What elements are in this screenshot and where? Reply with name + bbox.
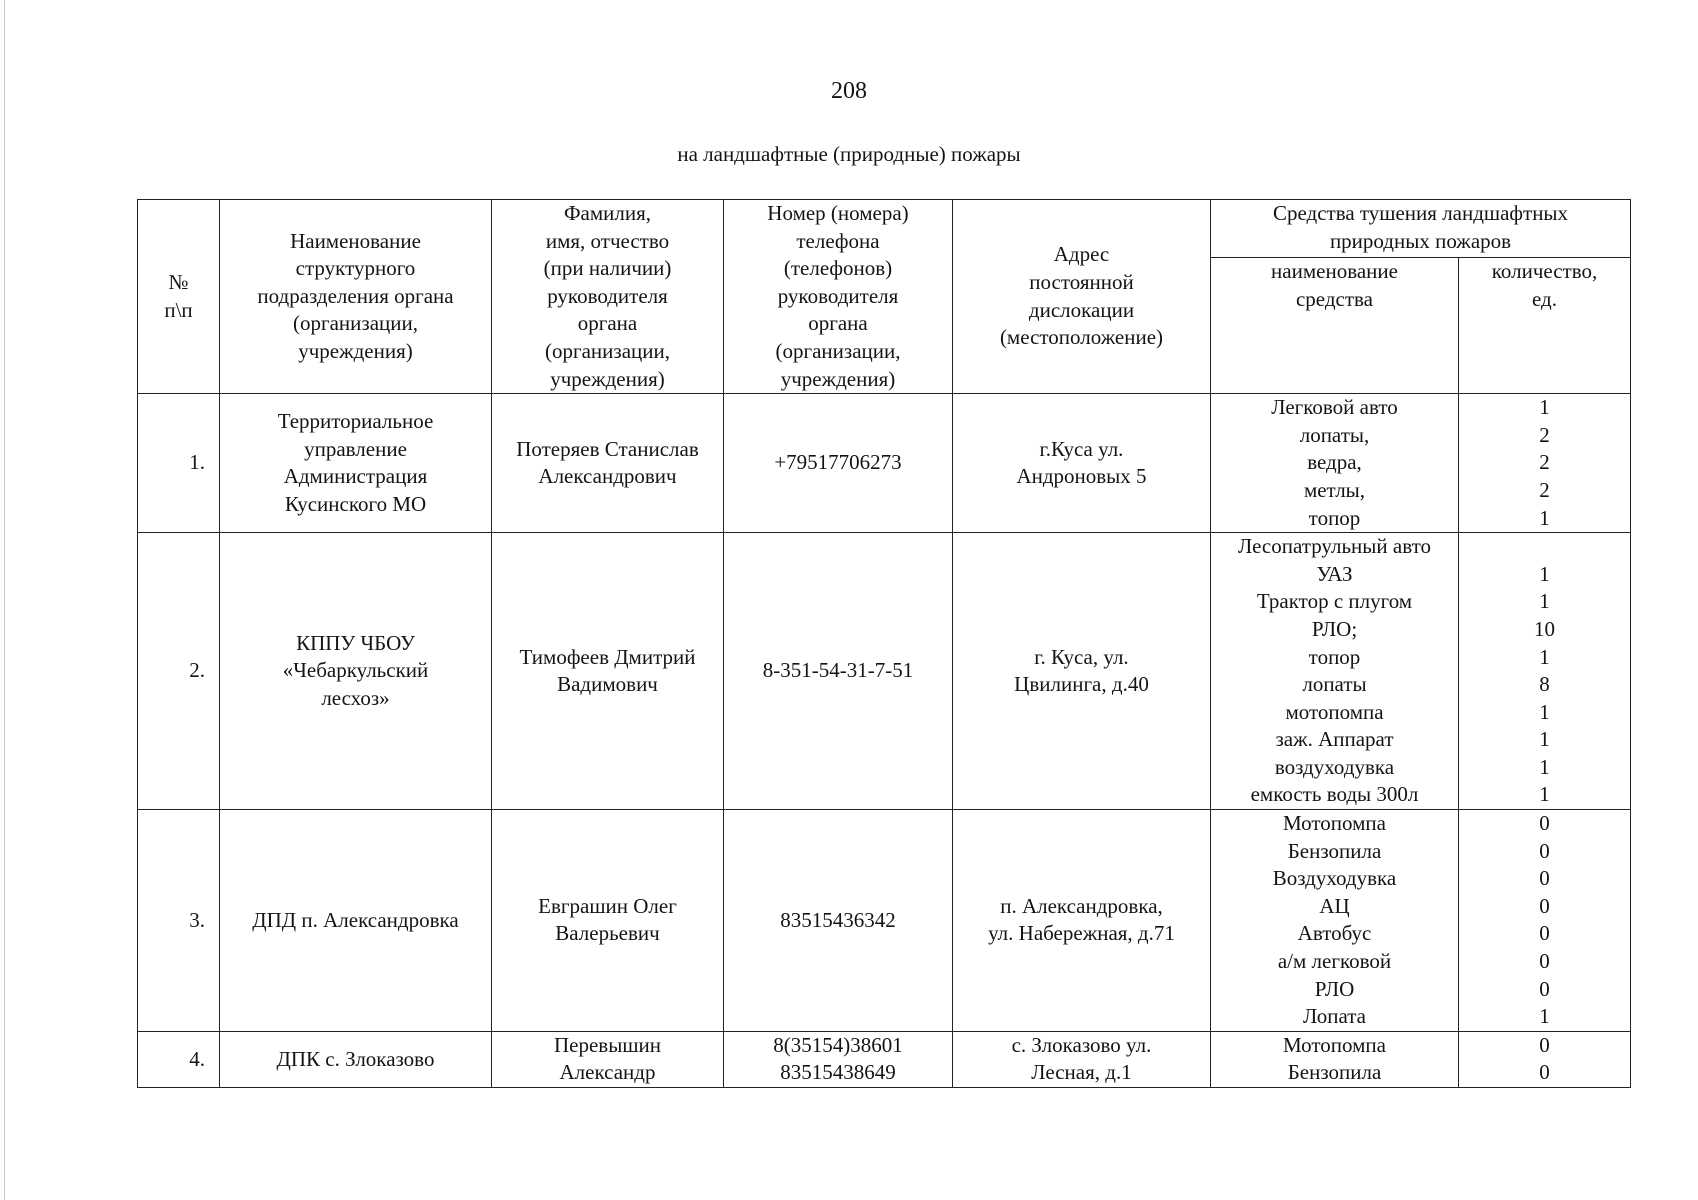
header-line: руководителя (547, 283, 668, 308)
header-line: постоянной (1029, 269, 1134, 294)
header-line: Адрес (1053, 242, 1110, 267)
row-number (138, 1031, 220, 1087)
header-line: (организации, (545, 338, 670, 363)
means-qty-cell-line: 2 (1539, 422, 1550, 447)
head-name-cell (492, 1031, 724, 1087)
phone-cell-line: +79517706273 (774, 450, 902, 475)
address-cell (953, 1031, 1211, 1087)
means-qty-cell-line: 1 (1539, 395, 1550, 420)
unit-name-cell (220, 394, 492, 533)
means-name-cell-line: Бензопила (1287, 838, 1382, 863)
table-row (138, 533, 1631, 810)
header-line: телефона (796, 228, 880, 253)
head-name-cell-line: Александрович (538, 464, 677, 489)
phone-cell (724, 394, 953, 533)
header-line: Номер (номера) (767, 201, 909, 225)
unit-name-cell (220, 1031, 492, 1087)
header-line: имя, отчество (545, 228, 670, 253)
page-number: 208 (831, 78, 867, 104)
means-name-cell-line: Бензопила (1287, 1060, 1382, 1085)
means-qty-cell (1459, 810, 1631, 1032)
address-cell (953, 394, 1211, 533)
header-phone (724, 200, 953, 394)
means-qty-cell (1459, 533, 1631, 810)
header-head-name (492, 200, 724, 394)
phone-cell-line: 8-351-54-31-7-51 (762, 658, 914, 683)
header-line: (местоположение) (999, 325, 1164, 350)
means-qty-cell-line: 1 (1539, 754, 1550, 779)
header-line: количество, (1491, 259, 1598, 284)
means-qty-cell-line: 8 (1539, 672, 1550, 697)
phone-cell (724, 810, 953, 1032)
header-line: структурного (295, 256, 416, 281)
unit-name-cell-line: Кусинского МО (284, 491, 427, 516)
means-name-cell-line: емкость воды 300л (1250, 782, 1419, 807)
header-line: учреждения) (780, 366, 896, 391)
means-qty-cell-line: 0 (1539, 811, 1550, 836)
header-line: средства (1295, 286, 1373, 311)
header-line: Фамилия, (563, 201, 652, 225)
means-name-cell-line: Мотопомпа (1283, 811, 1386, 836)
head-name-cell-line: Евграшин Олег (538, 893, 677, 918)
means-name-cell-line: Воздуходувка (1272, 866, 1397, 891)
means-qty-cell-line: 1 (1539, 699, 1550, 724)
phone-cell-line: 8(35154)38601 (773, 1032, 903, 1057)
phone-cell (724, 1031, 953, 1087)
means-name-cell-line: УАЗ (1316, 561, 1353, 586)
means-name-cell-line: Трактор с плугом (1256, 589, 1413, 614)
means-name-cell-line: топор (1308, 505, 1361, 530)
means-qty-cell-line: 1 (1539, 589, 1550, 614)
means-name-cell (1211, 394, 1459, 533)
header-unit (220, 200, 492, 394)
means-qty-cell-line: 0 (1539, 838, 1550, 863)
address-cell-line: Андроновых 5 (1016, 464, 1147, 489)
head-name-cell (492, 533, 724, 810)
row-number-line: 3. (189, 907, 205, 932)
unit-name-cell-line: КППУ ЧБОУ (296, 630, 415, 655)
unit-name-cell-line: Администрация (283, 464, 428, 489)
means-name-cell (1211, 810, 1459, 1032)
means-name-cell-line: а/м легковой (1277, 949, 1392, 974)
means-qty-cell-line: 0 (1539, 866, 1550, 891)
head-name-cell-line: Александр (559, 1060, 656, 1085)
means-qty-cell-line: 0 (1539, 1032, 1550, 1057)
row-number (138, 394, 220, 533)
head-name-cell-line: Потеряев Станислав (516, 436, 699, 461)
means-qty-cell-line: 1 (1539, 1004, 1550, 1029)
header-line: учреждения) (298, 338, 413, 363)
address-cell-line: с. Злоказово ул. (1011, 1032, 1152, 1057)
header-line: органа (577, 311, 638, 336)
header-address (953, 200, 1211, 394)
unit-name-cell-line: лесхоз» (321, 685, 390, 710)
header-means-name (1211, 258, 1459, 394)
means-qty-cell-line: 1 (1539, 644, 1550, 669)
means-name-cell-line: Автобус (1297, 921, 1372, 946)
head-name-cell (492, 394, 724, 533)
means-name-cell (1211, 1031, 1459, 1087)
address-cell (953, 533, 1211, 810)
head-name-cell-line: Тимофеев Дмитрий (519, 644, 696, 669)
means-name-cell-line: Лопата (1303, 1004, 1366, 1029)
header-line: № (168, 269, 189, 294)
means-name-cell-line: Легковой авто (1271, 395, 1398, 420)
means-name-cell-line: АЦ (1319, 893, 1350, 918)
means-name-cell-line: ведра, (1307, 450, 1362, 475)
address-cell-line: г. Куса, ул. (1034, 644, 1129, 669)
phone-cell-line: 83515436342 (780, 907, 896, 932)
head-name-cell-line: Валерьевич (555, 921, 660, 946)
unit-name-cell-line: «Чебаркульский (282, 658, 429, 683)
header-line: (телефонов) (783, 256, 893, 281)
row-number-line: 1. (189, 450, 205, 475)
header-line: учреждения) (550, 366, 665, 391)
means-qty-cell-line (1461, 533, 1628, 561)
header-line: (организации, (775, 338, 901, 363)
address-cell-line: г.Куса ул. (1039, 436, 1124, 461)
header-line: наименование (1271, 259, 1398, 284)
means-name-cell-line: метлы, (1303, 477, 1366, 502)
address-cell-line: Цвилинга, д.40 (1014, 672, 1149, 697)
header-line: Средства тушения ландшафтных (1272, 201, 1569, 225)
address-cell-line: Лесная, д.1 (1031, 1060, 1132, 1085)
row-number-line: 4. (189, 1046, 205, 1071)
means-qty-cell-line: 2 (1539, 450, 1550, 475)
means-qty-cell-line: 1 (1539, 782, 1550, 807)
head-name-cell (492, 810, 724, 1032)
header-line: природных пожаров (1329, 228, 1512, 253)
header-line: дислокации (1028, 297, 1135, 322)
address-cell-line: п. Александровка, (1000, 893, 1163, 918)
means-name-cell-line: мотопомпа (1285, 699, 1384, 724)
means-qty-cell-line: 0 (1539, 949, 1550, 974)
header-num (138, 200, 220, 394)
means-qty-cell-line: 10 (1534, 616, 1555, 641)
means-qty-cell-line: 0 (1539, 1060, 1550, 1085)
header-line: подразделения органа (257, 283, 454, 308)
means-name-cell (1211, 533, 1459, 810)
header-line: п\п (164, 297, 193, 322)
unit-name-cell-line: управление (304, 436, 407, 461)
row-number (138, 533, 220, 810)
means-qty-cell-line: 2 (1539, 477, 1550, 502)
unit-name-cell (220, 533, 492, 810)
page-edge-line (4, 0, 5, 1200)
means-name-cell-line: РЛО; (1311, 616, 1358, 641)
table-body (138, 394, 1631, 1088)
head-name-cell-line: Вадимович (557, 672, 658, 697)
fire-means-table (137, 199, 1631, 1088)
head-name-cell-line: Перевышин (554, 1032, 661, 1057)
means-name-cell-line: лопаты (1302, 672, 1367, 697)
table-row (138, 394, 1631, 533)
means-name-cell-line: лопаты, (1299, 422, 1370, 447)
means-name-cell-line: Мотопомпа (1283, 1032, 1386, 1057)
means-name-cell-line: РЛО (1314, 976, 1355, 1001)
unit-name-cell-line: ДПД п. Александровка (252, 907, 459, 932)
means-qty-cell-line: 1 (1539, 561, 1550, 586)
means-name-cell-line: Лесопатрульный авто (1237, 534, 1432, 559)
unit-name-cell (220, 810, 492, 1032)
header-line: органа (808, 311, 868, 336)
row-number (138, 810, 220, 1032)
phone-cell-line: 83515438649 (780, 1060, 896, 1085)
header-means-qty (1459, 258, 1631, 394)
means-qty-cell-line: 0 (1539, 921, 1550, 946)
header-line: Наименование (290, 228, 421, 253)
means-name-cell-line: заж. Аппарат (1275, 727, 1394, 752)
header-line: (организации, (293, 311, 418, 336)
row-number-line: 2. (189, 658, 205, 683)
means-qty-cell-line: 0 (1539, 893, 1550, 918)
means-qty-cell (1459, 394, 1631, 533)
means-qty-cell-line: 1 (1539, 505, 1550, 530)
address-cell (953, 810, 1211, 1032)
address-cell-line: ул. Набережная, д.71 (988, 921, 1175, 946)
header-means-group (1211, 200, 1631, 258)
phone-cell (724, 533, 953, 810)
table-row (138, 810, 1631, 1032)
means-qty-cell-line: 1 (1539, 727, 1550, 752)
header-line: ед. (1532, 286, 1557, 311)
means-qty-cell-line: 0 (1539, 976, 1550, 1001)
unit-name-cell-line: Территориальное (277, 408, 434, 433)
means-qty-cell (1459, 1031, 1631, 1087)
unit-name-cell-line: ДПК с. Злоказово (276, 1046, 435, 1071)
header-line: (при наличии) (543, 256, 672, 281)
means-name-cell-line: воздуходувка (1274, 754, 1395, 779)
header-line: руководителя (777, 283, 899, 308)
table-row (138, 1031, 1631, 1087)
document-subtitle: на ландшафтные (природные) пожары (677, 142, 1021, 166)
means-name-cell-line: топор (1308, 644, 1361, 669)
